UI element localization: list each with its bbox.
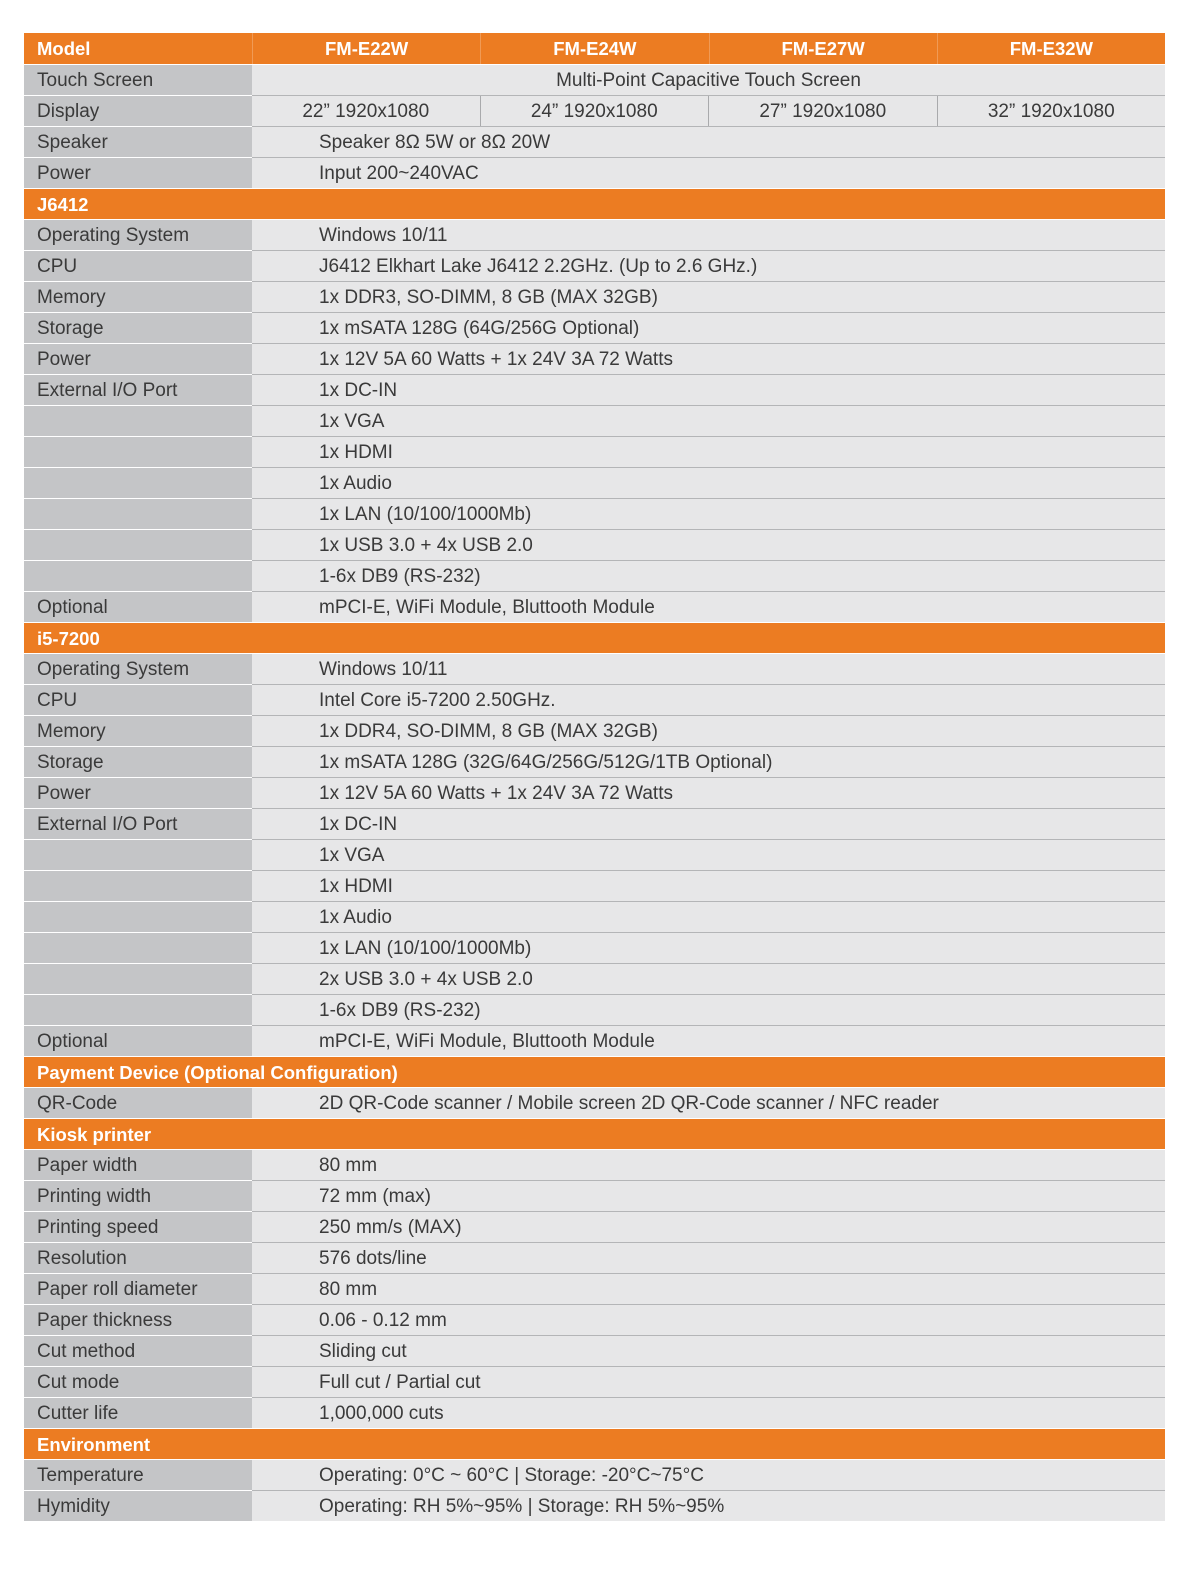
row-label: Paper width — [24, 1149, 252, 1180]
row-value: 1x USB 3.0 + 4x USB 2.0 — [252, 529, 1165, 560]
row-label: Memory — [24, 715, 252, 746]
model-name: FM-E32W — [937, 33, 1165, 64]
row-label — [24, 932, 252, 963]
spec-row — [24, 374, 1165, 405]
speaker-row — [24, 126, 1165, 157]
spec-row — [24, 839, 1165, 870]
row-label — [24, 467, 252, 498]
row-label: Optional — [24, 1025, 252, 1056]
row-label: Temperature — [24, 1459, 252, 1490]
spec-row — [24, 715, 1165, 746]
spec-row — [24, 1273, 1165, 1304]
row-label: Paper thickness — [24, 1304, 252, 1335]
row-value: 1x Audio — [252, 901, 1165, 932]
row-label: Power — [24, 777, 252, 808]
row-label: External I/O Port — [24, 374, 252, 405]
section-header: J6412 — [24, 188, 1165, 219]
spec-row — [24, 529, 1165, 560]
spec-row — [24, 994, 1165, 1025]
spec-row — [24, 436, 1165, 467]
row-label: Display — [24, 95, 252, 126]
row-label: CPU — [24, 250, 252, 281]
row-value: 1-6x DB9 (RS-232) — [252, 994, 1165, 1025]
row-label: Printing speed — [24, 1211, 252, 1242]
row-value: Speaker 8Ω 5W or 8Ω 20W — [252, 126, 1165, 157]
spec-row — [24, 560, 1165, 591]
row-label: CPU — [24, 684, 252, 715]
row-label: Storage — [24, 312, 252, 343]
spec-row — [24, 653, 1165, 684]
row-label: Resolution — [24, 1242, 252, 1273]
row-value: Operating: 0°C ~ 60°C | Storage: -20°C~75°C — [252, 1459, 1165, 1490]
section-header: Payment Device (Optional Configuration) — [24, 1056, 1165, 1087]
spec-row — [24, 1025, 1165, 1056]
row-value: Windows 10/11 — [252, 653, 1165, 684]
spec-row — [24, 405, 1165, 436]
spec-row — [24, 281, 1165, 312]
row-value: 1x HDMI — [252, 436, 1165, 467]
spec-row — [24, 1459, 1165, 1490]
display-values — [252, 95, 1165, 126]
row-label — [24, 405, 252, 436]
row-value: Sliding cut — [252, 1335, 1165, 1366]
row-label: Cut method — [24, 1335, 252, 1366]
spec-row — [24, 1335, 1165, 1366]
row-value: 1x 12V 5A 60 Watts + 1x 24V 3A 72 Watts — [252, 343, 1165, 374]
spec-row — [24, 1366, 1165, 1397]
spec-row — [24, 1304, 1165, 1335]
row-label: Touch Screen — [24, 64, 252, 95]
row-value: 1x VGA — [252, 839, 1165, 870]
row-value: 1x DC-IN — [252, 374, 1165, 405]
spec-row — [24, 1211, 1165, 1242]
row-label: Paper roll diameter — [24, 1273, 252, 1304]
row-label: Optional — [24, 591, 252, 622]
display-value: 27” 1920x1080 — [708, 96, 937, 126]
row-value: 72 mm (max) — [252, 1180, 1165, 1211]
row-value: 1x mSATA 128G (32G/64G/256G/512G/1TB Optional) — [252, 746, 1165, 777]
row-value: Windows 10/11 — [252, 219, 1165, 250]
row-value: 2x USB 3.0 + 4x USB 2.0 — [252, 963, 1165, 994]
row-value: 1x 12V 5A 60 Watts + 1x 24V 3A 72 Watts — [252, 777, 1165, 808]
row-label: Power — [24, 343, 252, 374]
row-label — [24, 529, 252, 560]
row-label: QR-Code — [24, 1087, 252, 1118]
spec-row — [24, 870, 1165, 901]
row-label: Hymidity — [24, 1490, 252, 1521]
row-label: Operating System — [24, 219, 252, 250]
row-value: 1x LAN (10/100/1000Mb) — [252, 932, 1165, 963]
display-row — [24, 95, 1165, 126]
spec-row — [24, 746, 1165, 777]
display-value: 22” 1920x1080 — [302, 101, 430, 122]
row-value: 576 dots/line — [252, 1242, 1165, 1273]
row-value: 1x DC-IN — [252, 808, 1165, 839]
row-value: 1x DDR4, SO-DIMM, 8 GB (MAX 32GB) — [252, 715, 1165, 746]
row-value: Multi-Point Capacitive Touch Screen — [252, 64, 1165, 95]
row-label — [24, 994, 252, 1025]
spec-row — [24, 1397, 1165, 1428]
spec-row — [24, 1087, 1165, 1118]
spec-row — [24, 684, 1165, 715]
row-value: 1x HDMI — [252, 870, 1165, 901]
spec-row — [24, 1490, 1165, 1521]
spec-sections — [24, 188, 1165, 1521]
row-label — [24, 436, 252, 467]
model-name: FM-E24W — [480, 33, 708, 64]
row-label: Cut mode — [24, 1366, 252, 1397]
row-value: 1x DDR3, SO-DIMM, 8 GB (MAX 32GB) — [252, 281, 1165, 312]
row-value: 250 mm/s (MAX) — [252, 1211, 1165, 1242]
spec-row — [24, 343, 1165, 374]
spec-row — [24, 312, 1165, 343]
section-header: i5-7200 — [24, 622, 1165, 653]
row-value: Input 200~240VAC — [252, 157, 1165, 188]
section-header: Kiosk printer — [24, 1118, 1165, 1149]
header-row — [24, 33, 1165, 64]
spec-row — [24, 591, 1165, 622]
row-value: 1x mSATA 128G (64G/256G Optional) — [252, 312, 1165, 343]
row-label: Memory — [24, 281, 252, 312]
row-label — [24, 901, 252, 932]
model-label: Model — [37, 38, 91, 59]
display-value: 24” 1920x1080 — [480, 96, 709, 126]
spec-row — [24, 808, 1165, 839]
row-value: 0.06 - 0.12 mm — [252, 1304, 1165, 1335]
row-label — [24, 498, 252, 529]
row-value: Full cut / Partial cut — [252, 1366, 1165, 1397]
touch-screen-row — [24, 64, 1165, 95]
row-label: External I/O Port — [24, 808, 252, 839]
row-value: 1,000,000 cuts — [252, 1397, 1165, 1428]
spec-row — [24, 932, 1165, 963]
row-value: J6412 Elkhart Lake J6412 2.2GHz. (Up to 2.6 GHz.) — [252, 250, 1165, 281]
row-label: Power — [24, 157, 252, 188]
spec-row — [24, 1242, 1165, 1273]
row-value: mPCI-E, WiFi Module, Bluttooth Module — [252, 1025, 1165, 1056]
spec-row — [24, 498, 1165, 529]
power-row — [24, 157, 1165, 188]
row-label — [24, 870, 252, 901]
section-header: Environment — [24, 1428, 1165, 1459]
row-label: Cutter life — [24, 1397, 252, 1428]
row-label: Operating System — [24, 653, 252, 684]
row-value: 80 mm — [252, 1273, 1165, 1304]
spec-row — [24, 777, 1165, 808]
row-value: 1x VGA — [252, 405, 1165, 436]
row-value: 1x Audio — [252, 467, 1165, 498]
row-label: Storage — [24, 746, 252, 777]
spec-row — [24, 901, 1165, 932]
row-value: mPCI-E, WiFi Module, Bluttooth Module — [252, 591, 1165, 622]
row-value: 2D QR-Code scanner / Mobile screen 2D QR-Code scanner / NFC reader — [252, 1087, 1165, 1118]
display-value: 32” 1920x1080 — [937, 96, 1166, 126]
spec-row — [24, 219, 1165, 250]
spec-row — [24, 963, 1165, 994]
spec-row — [24, 1149, 1165, 1180]
row-label — [24, 560, 252, 591]
model-name: FM-E27W — [709, 33, 937, 64]
row-value: Operating: RH 5%~95% | Storage: RH 5%~95% — [252, 1490, 1165, 1521]
spec-row — [24, 467, 1165, 498]
row-value: Intel Core i5-7200 2.50GHz. — [252, 684, 1165, 715]
row-value: 80 mm — [252, 1149, 1165, 1180]
row-label: Speaker — [24, 126, 252, 157]
row-label: Printing width — [24, 1180, 252, 1211]
row-value: 1-6x DB9 (RS-232) — [252, 560, 1165, 591]
row-label — [24, 839, 252, 870]
row-value: 1x LAN (10/100/1000Mb) — [252, 498, 1165, 529]
spec-table — [24, 33, 1165, 1521]
row-label — [24, 963, 252, 994]
model-name: FM-E22W — [252, 33, 480, 64]
spec-row — [24, 1180, 1165, 1211]
spec-row — [24, 250, 1165, 281]
